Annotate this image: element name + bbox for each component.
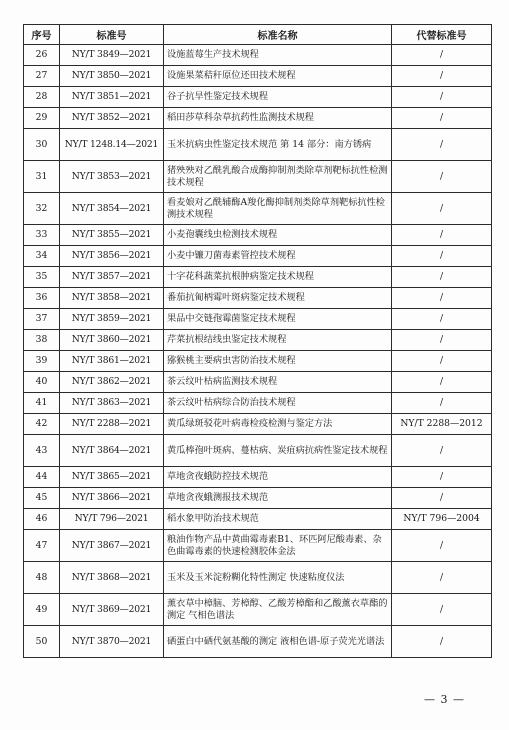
- row-standard-name: 茶云纹叶枯病监测技术规程: [164, 372, 392, 393]
- row-replaced-standard: /: [392, 161, 492, 193]
- row-replaced-standard: /: [392, 562, 492, 594]
- header-standard-number: 标准号: [60, 25, 164, 45]
- row-index: 34: [24, 246, 60, 267]
- row-replaced-standard: /: [392, 225, 492, 246]
- page-number: — 3 —: [424, 693, 465, 706]
- row-index: 33: [24, 225, 60, 246]
- row-index: 38: [24, 330, 60, 351]
- row-replaced-standard: /: [392, 267, 492, 288]
- table-body: [24, 45, 492, 658]
- table-row: [24, 414, 492, 435]
- row-index: 28: [24, 87, 60, 108]
- table-row: [24, 435, 492, 467]
- row-standard-number: NY/T 3862—2021: [60, 372, 164, 393]
- row-replaced-standard: /: [392, 129, 492, 161]
- table-row: [24, 351, 492, 372]
- table-row: [24, 246, 492, 267]
- row-index: 45: [24, 488, 60, 509]
- row-replaced-standard: /: [392, 288, 492, 309]
- row-standard-number: NY/T 3854—2021: [60, 193, 164, 225]
- row-index: 27: [24, 66, 60, 87]
- row-standard-name: 草地贪夜蛾测报技术规范: [164, 488, 392, 509]
- row-index: 36: [24, 288, 60, 309]
- row-standard-number: NY/T 3850—2021: [60, 66, 164, 87]
- table-row: [24, 626, 492, 658]
- row-standard-number: NY/T 3852—2021: [60, 108, 164, 129]
- row-standard-number: NY/T 3869—2021: [60, 594, 164, 626]
- row-index: 37: [24, 309, 60, 330]
- row-standard-name: 果品中交链孢霉菌鉴定技术规程: [164, 309, 392, 330]
- row-index: 48: [24, 562, 60, 594]
- row-replaced-standard: NY/T 796—2004: [392, 509, 492, 530]
- table-row: [24, 193, 492, 225]
- table-row: [24, 594, 492, 626]
- header-standard-name: 标准名称: [164, 25, 392, 45]
- row-index: 39: [24, 351, 60, 372]
- row-standard-number: NY/T 3865—2021: [60, 467, 164, 488]
- row-standard-name: 薰衣草中樟脑、芳樟醇、乙酸芳樟酯和乙酸薰衣草酯的测定 气相色谱法: [164, 594, 392, 626]
- row-standard-number: NY/T 3866—2021: [60, 488, 164, 509]
- row-replaced-standard: /: [392, 108, 492, 129]
- table-row: [24, 267, 492, 288]
- row-standard-number: NY/T 3857—2021: [60, 267, 164, 288]
- table-row: [24, 393, 492, 414]
- table-row: [24, 372, 492, 393]
- row-replaced-standard: /: [392, 246, 492, 267]
- row-standard-name: 粮油作物产品中黄曲霉毒素B1、环匹阿尼酸毒素、杂色曲霉毒素的快速检测胶体金法: [164, 530, 392, 562]
- row-standard-number: NY/T 796—2021: [60, 509, 164, 530]
- row-standard-number: NY/T 3851—2021: [60, 87, 164, 108]
- table-row: [24, 530, 492, 562]
- row-index: 32: [24, 193, 60, 225]
- table-row: [24, 562, 492, 594]
- table-row: [24, 87, 492, 108]
- row-replaced-standard: /: [392, 393, 492, 414]
- row-replaced-standard: /: [392, 87, 492, 108]
- row-replaced-standard: /: [392, 594, 492, 626]
- table-row: [24, 288, 492, 309]
- row-standard-number: NY/T 3870—2021: [60, 626, 164, 658]
- row-index: 41: [24, 393, 60, 414]
- row-replaced-standard: /: [392, 530, 492, 562]
- row-standard-name: 小麦孢囊线虫检测技术规程: [164, 225, 392, 246]
- table-row: [24, 108, 492, 129]
- row-standard-name: 草地贪夜蛾防控技术规范: [164, 467, 392, 488]
- row-standard-number: NY/T 3859—2021: [60, 309, 164, 330]
- table-row: [24, 488, 492, 509]
- table-row: [24, 309, 492, 330]
- row-replaced-standard: /: [392, 309, 492, 330]
- row-standard-number: NY/T 3861—2021: [60, 351, 164, 372]
- row-standard-number: NY/T 3853—2021: [60, 161, 164, 193]
- row-replaced-standard: /: [392, 372, 492, 393]
- row-replaced-standard: NY/T 2288—2012: [392, 414, 492, 435]
- row-replaced-standard: /: [392, 45, 492, 66]
- table-row: [24, 509, 492, 530]
- table-header-row: [24, 25, 492, 45]
- row-standard-name: 设施蓝莓生产技术规程: [164, 45, 392, 66]
- row-standard-name: 硒蛋白中硒代氨基酸的测定 液相色谱-原子荧光光谱法: [164, 626, 392, 658]
- row-standard-number: NY/T 2288—2021: [60, 414, 164, 435]
- row-standard-name: 稻田莎草科杂草抗药性监测技术规程: [164, 108, 392, 129]
- table-row: [24, 161, 492, 193]
- row-replaced-standard: /: [392, 66, 492, 87]
- row-standard-name: 茶云纹叶枯病综合防治技术规程: [164, 393, 392, 414]
- row-standard-name: 猪殃殃对乙酰乳酸合成酶抑制剂类除草剂靶标抗性检测技术规程: [164, 161, 392, 193]
- row-index: 31: [24, 161, 60, 193]
- row-index: 49: [24, 594, 60, 626]
- row-standard-name: 小麦中镰刀菌毒素管控技术规程: [164, 246, 392, 267]
- row-standard-name: 看麦娘对乙酰辅酶A羧化酶抑制剂类除草剂靶标抗性检测技术规程: [164, 193, 392, 225]
- row-standard-name: 黄瓜绿斑驳花叶病毒检疫检测与鉴定方法: [164, 414, 392, 435]
- row-index: 35: [24, 267, 60, 288]
- row-index: 40: [24, 372, 60, 393]
- row-standard-name: 芹菜抗根结线虫鉴定技术规程: [164, 330, 392, 351]
- row-standard-number: NY/T 3855—2021: [60, 225, 164, 246]
- row-index: 30: [24, 129, 60, 161]
- row-standard-number: NY/T 3858—2021: [60, 288, 164, 309]
- row-standard-number: NY/T 3856—2021: [60, 246, 164, 267]
- row-replaced-standard: /: [392, 351, 492, 372]
- row-standard-name: 番茄抗匍柄霉叶斑病鉴定技术规程: [164, 288, 392, 309]
- row-standard-number: NY/T 1248.14—2021: [60, 129, 164, 161]
- row-replaced-standard: /: [392, 330, 492, 351]
- header-index: 序号: [24, 25, 60, 45]
- standards-table: [23, 24, 492, 658]
- row-index: 47: [24, 530, 60, 562]
- row-standard-name: 设施果菜秸秆原位还田技术规程: [164, 66, 392, 87]
- row-standard-name: 黄瓜棒孢叶斑病、蔓枯病、炭疽病抗病性鉴定技术规程: [164, 435, 392, 467]
- table-row: [24, 45, 492, 66]
- row-replaced-standard: /: [392, 626, 492, 658]
- table-row: [24, 129, 492, 161]
- table-row: [24, 467, 492, 488]
- table-row: [24, 66, 492, 87]
- row-index: 44: [24, 467, 60, 488]
- row-replaced-standard: /: [392, 467, 492, 488]
- row-standard-number: NY/T 3868—2021: [60, 562, 164, 594]
- row-standard-number: NY/T 3849—2021: [60, 45, 164, 66]
- row-index: 46: [24, 509, 60, 530]
- header-replaced-standard: 代替标准号: [392, 25, 492, 45]
- row-standard-name: 玉米抗病虫性鉴定技术规范 第 14 部分：南方锈病: [164, 129, 392, 161]
- row-replaced-standard: /: [392, 435, 492, 467]
- row-replaced-standard: /: [392, 488, 492, 509]
- row-index: 29: [24, 108, 60, 129]
- row-index: 26: [24, 45, 60, 66]
- row-standard-number: NY/T 3864—2021: [60, 435, 164, 467]
- row-standard-number: NY/T 3860—2021: [60, 330, 164, 351]
- row-standard-name: 稻水象甲防治技术规范: [164, 509, 392, 530]
- row-standard-name: 玉米及玉米淀粉糊化特性测定 快速粘度仪法: [164, 562, 392, 594]
- table-row: [24, 330, 492, 351]
- row-index: 43: [24, 435, 60, 467]
- row-standard-name: 谷子抗旱性鉴定技术规程: [164, 87, 392, 108]
- row-replaced-standard: /: [392, 193, 492, 225]
- row-standard-number: NY/T 3863—2021: [60, 393, 164, 414]
- row-standard-name: 十字花科蔬菜抗根肿病鉴定技术规程: [164, 267, 392, 288]
- row-standard-name: 猕猴桃主要病虫害防治技术规程: [164, 351, 392, 372]
- row-index: 50: [24, 626, 60, 658]
- table-row: [24, 225, 492, 246]
- row-index: 42: [24, 414, 60, 435]
- row-standard-number: NY/T 3867—2021: [60, 530, 164, 562]
